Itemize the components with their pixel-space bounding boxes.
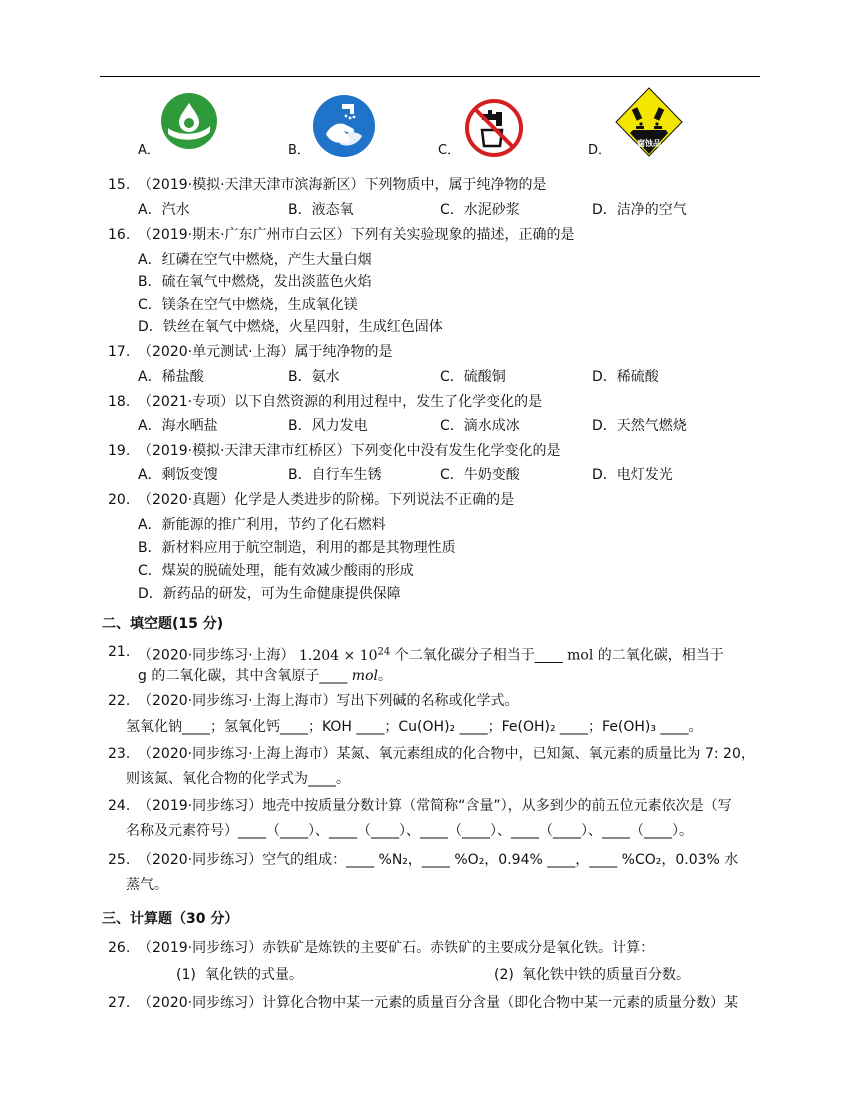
subquestion-2-number: (2) (494, 967, 514, 983)
question-source: （2020·同步练习·上海） (138, 647, 295, 664)
question-number: 20. (108, 492, 131, 508)
subquestion-1-number: (1) (176, 967, 196, 983)
corrosive-label: 腐蚀品 (637, 139, 661, 148)
option-a: A．汽水 (138, 202, 190, 218)
option-a: A．剩饭变馊 (138, 467, 218, 483)
question-text: （2019·同步练习）地壳中按质量分数计算（常简称“含量”），从多到少的前五位元素依次是（写 (138, 798, 732, 814)
option-b-image (288, 88, 408, 160)
subquestion-1-text: 氧化铁的式量。 (205, 967, 303, 983)
option-b: B．硫在氧气中燃烧，发出淡蓝色火焰 (138, 274, 372, 290)
question-text-part: 个二氧化碳分子相当于____ (390, 647, 568, 664)
image-options-row (100, 88, 760, 160)
question-text: （2020·单元测试·上海）属于纯净物的是 (138, 344, 393, 360)
option-c: C．水泥砂浆 (440, 202, 520, 218)
option-b: B．风力发电 (288, 418, 368, 434)
option-b: B．新材料应用于航空制造，利用的都是其物理性质 (138, 540, 456, 556)
wash-hands-icon (312, 94, 376, 158)
question-number: 22. (108, 693, 131, 709)
option-a: A．红磷在空气中燃烧，产生大量白烟 (138, 252, 372, 268)
question-text: （2021·专项）以下自然资源的利用过程中，发生了化学变化的是 (138, 394, 543, 410)
question-text: 则该氮、氧化合物的化学式为____。 (126, 771, 350, 787)
molecule-count-exponent: 24 (377, 646, 391, 657)
option-c: C．牛奶变酸 (440, 467, 520, 483)
option-c-image (438, 88, 558, 160)
subquestion-2-text: 氧化铁中铁的质量百分数。 (522, 967, 690, 983)
question-number: 18. (108, 394, 131, 410)
option-b: B．液态氧 (288, 202, 354, 218)
question-text: （2020·同步练习·上海上海市）某氮、氧元素组成的化合物中，已知氮、氧元素的质量比为 7: 20， (138, 746, 755, 762)
section-calculation-heading: 三、计算题（30 分） (102, 911, 239, 927)
option-c: C．煤炭的脱硫处理，能有效减少酸雨的形成 (138, 563, 414, 579)
question-number: 27. (108, 995, 131, 1011)
option-a: A．稀盐酸 (138, 369, 204, 385)
option-b-label: B． (288, 143, 310, 158)
option-a: A．海水晒盐 (138, 418, 218, 434)
option-c-label: C． (438, 143, 461, 158)
question-number: 21. (108, 644, 131, 660)
option-d-label: D． (588, 143, 612, 158)
question-number: 24. (108, 798, 131, 814)
option-d: D．稀硫酸 (592, 369, 659, 385)
option-c: C．硫酸铜 (440, 369, 506, 385)
no-drinking-tap-icon (464, 98, 524, 158)
question-text: （2020·同步练习·上海上海市）写出下列碱的名称或化学式。 (138, 693, 519, 709)
water-saving-icon (160, 92, 218, 150)
question-text: （2019·模拟·天津天津市滨海新区）下列物质中，属于纯净物的是 (138, 177, 547, 193)
option-d: D．铁丝在氧气中燃烧，火星四射，生成红色固体 (138, 319, 443, 335)
option-c: C．镁条在空气中燃烧，生成氧化镁 (138, 297, 358, 313)
question-text-part: g 的二氧化碳，其中含氧原子____ (138, 668, 352, 684)
option-a-image (138, 88, 258, 160)
option-b: B．自行车生锈 (288, 467, 382, 483)
question-number: 15. (108, 177, 131, 193)
option-a: A．新能源的推广利用，节约了化石燃料 (138, 517, 386, 533)
section-fill-in-heading: 二、填空题(15 分) (102, 616, 224, 632)
question-text: 蒸气。 (126, 877, 168, 893)
option-c: C．滴水成冰 (440, 418, 520, 434)
question-text: 名称及元素符号）____（____）、____（____）、____（____）、____（____）、____（____）。 (126, 823, 693, 839)
option-d: D．新药品的研发，可为生命健康提供保障 (138, 586, 401, 602)
option-d: D．天然气燃烧 (592, 418, 687, 434)
question-number: 23. (108, 746, 131, 762)
unit-mol: mol (351, 668, 378, 684)
option-b: B．氨水 (288, 369, 340, 385)
question-number: 16. (108, 227, 131, 243)
option-d-image (588, 88, 708, 160)
question-text: （2020·真题）化学是人类进步的阶梯。下列说法不正确的是 (138, 492, 515, 508)
question-text-part: 的二氧化碳，相当于 (593, 647, 724, 664)
molecule-count (299, 648, 390, 664)
molecule-count-base: 1.204 × 10 (298, 647, 378, 664)
question-text-part: 。 (377, 668, 392, 684)
question-text: （2019·期末·广东广州市白云区）下列有关实验现象的描述，正确的是 (138, 227, 575, 243)
question-number: 26. (108, 940, 131, 956)
question-text: 氢氧化钠____；氢氧化钙____；KOH ____；Cu(OH)₂ ____；Fe(OH)₂ ____；Fe(OH)₃ ____。 (126, 719, 703, 735)
question-text: （2019·同步练习）赤铁矿是炼铁的主要矿石。赤铁矿的主要成分是氧化铁。计算： (138, 940, 655, 956)
option-d: D．洁净的空气 (592, 202, 687, 218)
question-text: （2019·模拟·天津天津市红桥区）下列变化中没有发生化学变化的是 (138, 443, 561, 459)
option-d: D．电灯发光 (592, 467, 673, 483)
question-text: （2020·同步练习）空气的组成：____ %N₂，____ %O₂，0.94% ____，____ %CO₂，0.03% 水 (138, 852, 739, 868)
question-text (138, 667, 392, 685)
header-rule (100, 76, 760, 77)
option-a-label: A． (138, 143, 160, 158)
question-text (138, 643, 724, 665)
question-text: （2020·同步练习）计算化合物中某一元素的质量百分含量（即化合物中某一元素的质量分数）某 (138, 995, 739, 1011)
question-number: 19. (108, 443, 131, 459)
unit-mol: mol (567, 647, 594, 664)
question-number: 25. (108, 852, 131, 868)
question-number: 17. (108, 344, 131, 360)
